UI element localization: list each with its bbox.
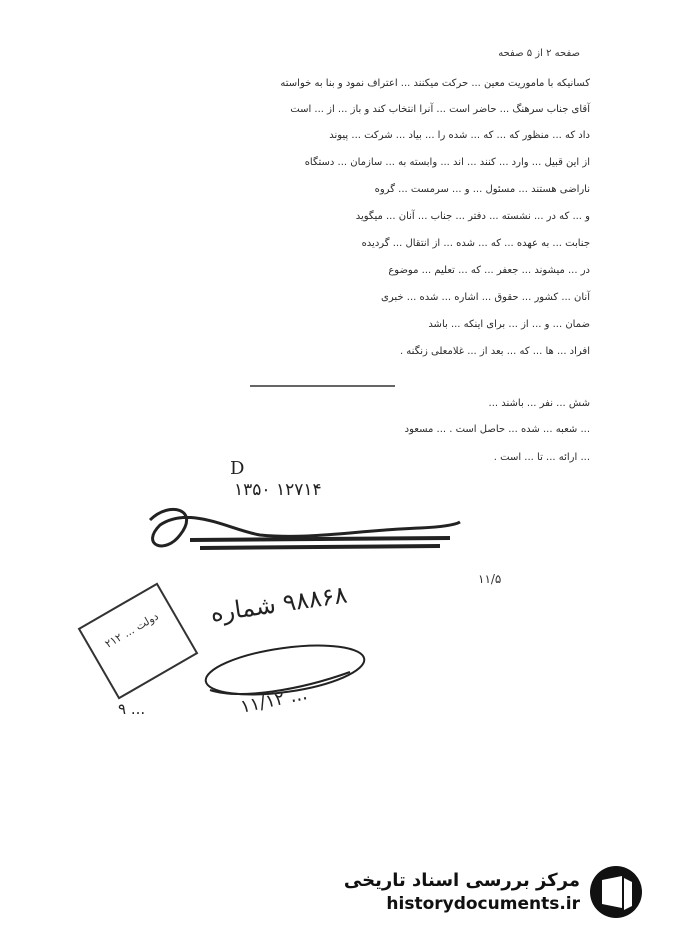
text-line: و ... که در ... نشسته ... دفتر ... جناب ... آنان ... میگوید <box>355 211 590 222</box>
strike-mark <box>190 538 450 548</box>
stamp-letter: D <box>230 458 245 479</box>
side-note: ۹ ... <box>118 700 146 718</box>
archive-logo-icon <box>588 864 644 920</box>
note-line: ... ارائه ... تا ... است . <box>493 452 590 463</box>
footer-branding <box>343 862 650 922</box>
text-line: ضمان ... و ... از ... برای اینکه ... باشد <box>428 319 590 330</box>
footer-title: مرکز بررسی اسناد تاریخی <box>343 870 580 891</box>
text-line: آقای جناب سرهنگ ... حاضر است ... آنرا انتخاب کند و باز ... از ... است <box>290 104 590 115</box>
registration-number: ۱۲۷۱۴ ۱۳۵۰ <box>234 480 322 500</box>
note-line: ... شعبه ... شده ... حاصل است . ... مسعود <box>404 424 590 435</box>
archive-number: ۹۸۸۶۸ شماره <box>208 580 349 628</box>
text-line: داد که ... منظور که ... که ... شده را ... بیاد ... شرکت ... پیوند <box>329 130 590 141</box>
footer-url: historydocuments.ir <box>386 894 580 914</box>
note-line: شش ... نفر ... باشند ... <box>488 398 590 409</box>
page-header: صفحه ۲ از ۵ صفحه <box>498 48 580 59</box>
box-stamp: ۲۱۲ ... دولت <box>78 582 199 699</box>
text-line: جنابت ... به عهده ... که ... شده ... از انتقال ... گردیده <box>361 238 590 249</box>
page-mark: ۱۱/۵ <box>478 572 502 586</box>
text-line: در ... میشوند ... جعفر ... که ... تعلیم ... موضوع <box>388 265 590 276</box>
signature-note: ... ۱۱/۱۲ <box>238 683 310 718</box>
text-line: آنان ... کشور ... حقوق ... اشاره ... شده ... خبری <box>381 292 590 303</box>
text-line: از این قبیل ... وارد ... کنند ... اند ... وابسته به ... سازمان ... دستگاه <box>304 157 590 168</box>
text-line: ناراضی هستند ... مسئول ... و ... سرمست ... گروه <box>374 184 590 195</box>
text-line: کسانیکه با ماموریت معین ... حرکت میکنند ... اعتراف نمود و بنا به خواسته <box>280 78 590 89</box>
text-line: افراد ... ها ... که ... بعد از ... غلامعلی زنگنه . <box>399 346 590 357</box>
